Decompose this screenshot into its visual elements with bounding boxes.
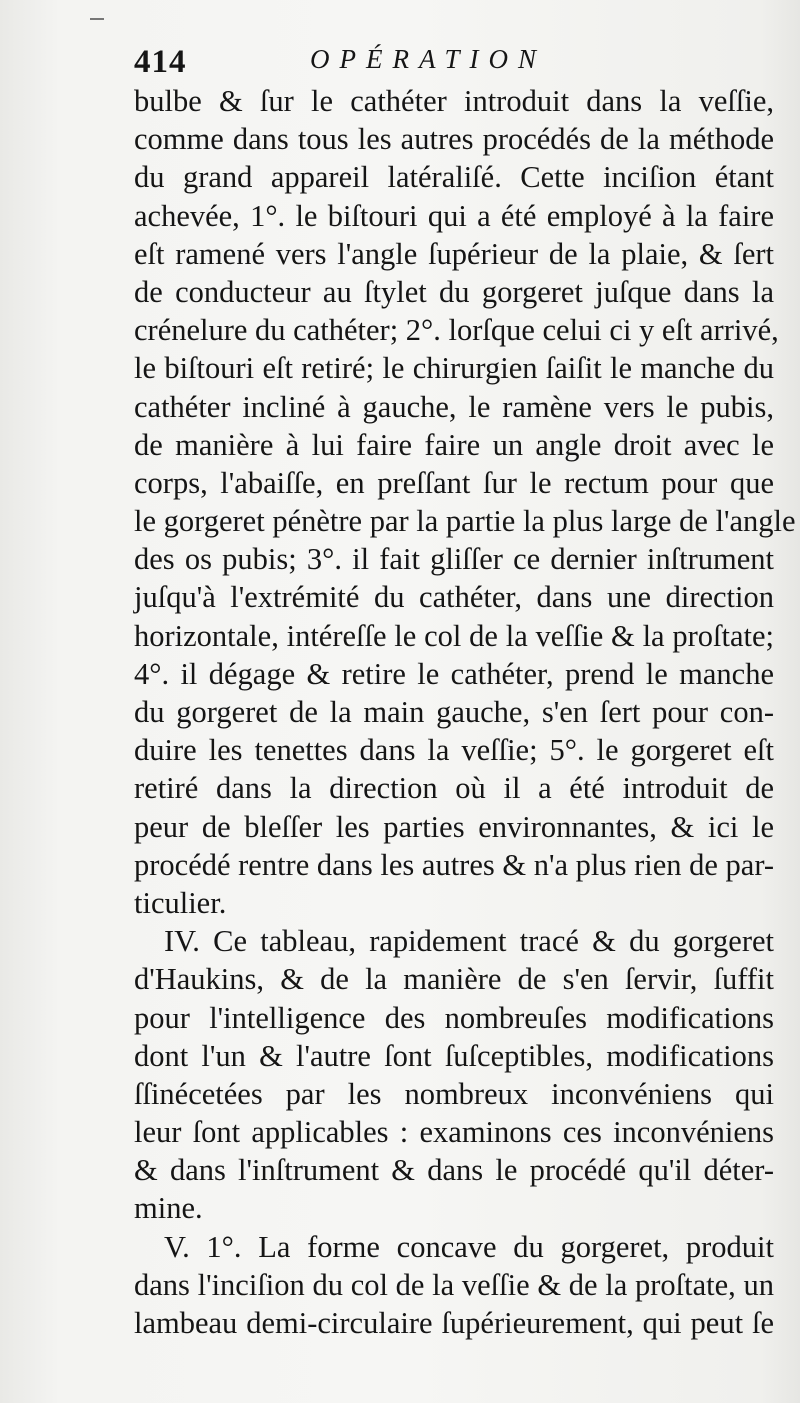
text-line: de manière à lui faire faire un angle droit avec le <box>134 427 774 462</box>
paragraph-start-iv: IV. Ce tableau, rapidement tracé & du gorgeret <box>164 924 774 959</box>
text-line: d'Haukins, & de la manière de s'en ſervir, ſuffit <box>134 962 774 997</box>
text-line: ticulier. <box>134 885 227 920</box>
text-line: ſſinécetées par les nombreux inconvéniens qui <box>134 1076 774 1111</box>
text-line: dans l'inciſion du col de la veſſie & de la proſtate, un <box>134 1267 774 1302</box>
text-line: bulbe & ſur le cathéter introduit dans la veſſie, <box>134 84 774 118</box>
text-line: peur de bleſſer les parties environnantes, & ici le <box>134 809 774 844</box>
text-line: cathéter incliné à gauche, le ramène vers le pubis, <box>134 389 774 424</box>
text-line: & dans l'inſtrument & dans le procédé qu'il déter- <box>134 1153 774 1188</box>
text-line: juſqu'à l'extrémité du cathéter, dans une direction <box>134 580 774 615</box>
text-line: retiré dans la direction où il a été introduit de <box>134 771 774 806</box>
text-line: 4°. il dégage & retire le cathéter, prend le manche <box>134 656 774 691</box>
text-line: des os pubis; 3°. il fait gliſſer ce dernier inſtrument <box>134 542 774 577</box>
text-line: achevée, 1°. le biſtouri qui a été employé à la faire <box>134 198 774 233</box>
running-head: OPÉRATION <box>310 44 546 74</box>
text-line: dont l'un & l'autre ſont ſuſceptibles, modifications <box>134 1038 774 1073</box>
text-line: leur ſont applicables : examinons ces inconvéniens <box>134 1115 774 1150</box>
text-line: le gorgeret pénètre par la partie la plus large de l'angle <box>134 504 796 539</box>
text-line: comme dans tous les autres procédés de la méthode <box>134 122 774 157</box>
paragraph-start-v: V. 1°. La forme concave du gorgeret, produit <box>164 1229 774 1264</box>
text-line: du gorgeret de la main gauche, s'en ſert pour con- <box>134 695 774 729</box>
text-line: le biſtouri eſt retiré; le chirurgien ſaiſit le manche du <box>134 351 774 386</box>
stray-ink-mark <box>90 18 104 20</box>
text-line: eſt ramené vers l'angle ſupérieur de la plaie, & ſert <box>134 236 774 271</box>
text-line: de conducteur au ſtylet du gorgeret juſque dans la <box>134 274 774 309</box>
text-line: corps, l'abaiſſe, en preſſant ſur le rectum pour que <box>134 465 774 500</box>
text-line: du grand appareil latéraliſé. Cette inciſion étant <box>134 160 774 195</box>
body-text <box>134 82 796 1342</box>
text-line: horizontale, intéreſſe le col de la veſſie & la proſtate; <box>134 618 774 653</box>
text-line: lambeau demi-circulaire ſupérieurement, qui peut ſe <box>134 1306 774 1340</box>
page-number: 414 <box>134 44 187 80</box>
text-line: duire les tenettes dans la veſſie; 5°. le gorgeret eſt <box>134 733 774 768</box>
text-line: procédé rentre dans les autres & n'a plus rien de par- <box>134 847 775 882</box>
text-line: mine. <box>134 1191 203 1226</box>
text-line: crénelure du cathéter; 2°. lorſque celui ci y eſt arrivé, <box>134 313 779 348</box>
text-line: pour l'intelligence des nombreuſes modifications <box>134 1000 774 1035</box>
page-header <box>134 44 604 84</box>
